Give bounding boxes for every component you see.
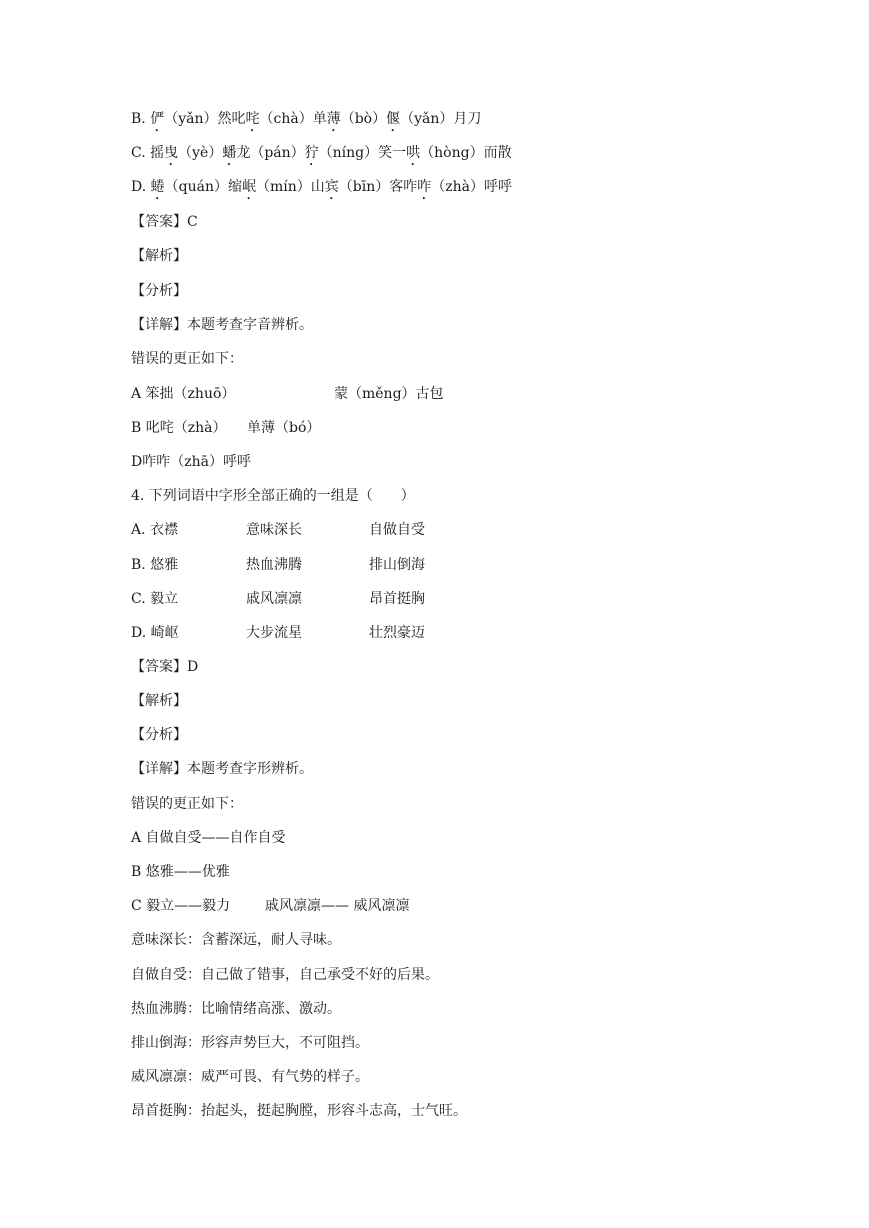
q4-correction-a: A 自做自受——自作自受	[131, 830, 286, 846]
option-label: A. 衣襟	[131, 522, 179, 538]
q3-detail: 【详解】本题考查字音辨析。	[131, 317, 313, 333]
emphasized-char: 薄	[326, 111, 341, 127]
option-word: 昂首挺胸	[369, 591, 425, 607]
text: （zhà）呼呼	[431, 179, 512, 195]
text: （níng）笑一	[318, 145, 407, 161]
option-word: 戚风凛凛	[246, 591, 302, 607]
q3-option-b	[131, 109, 481, 129]
emphasized-char: 曳	[164, 145, 179, 161]
option-word: 壮烈豪迈	[369, 625, 425, 641]
explanation-line: 昂首挺胸：抬起头，挺起胸膛，形容斗志高，士气旺。	[131, 1103, 467, 1119]
option-word: 意味深长	[246, 522, 302, 538]
emphasized-char: 偃	[386, 111, 401, 127]
q4-correction-b: B 悠雅——优雅	[131, 864, 230, 880]
correction-text: A 笨拙（zhuō）	[131, 386, 236, 402]
q4-analysis-heading: 【解析】	[131, 693, 187, 709]
text: （quán）缩	[164, 179, 242, 195]
text: （chà）单	[259, 111, 327, 127]
text: （bīn）客咋	[338, 179, 418, 195]
emphasized-char: 咋	[417, 179, 432, 195]
text: （hòng）而散	[420, 145, 512, 161]
q3-correction-title: 错误的更正如下：	[131, 351, 243, 367]
text: （yǎn）月刀	[400, 111, 482, 127]
q4-correction-title: 错误的更正如下：	[131, 796, 243, 812]
option-label: B. 悠雅	[131, 557, 179, 573]
emphasized-char: 宾	[324, 179, 339, 195]
correction-text: 蒙（měng）古包	[334, 386, 444, 402]
text: （bò）	[340, 111, 387, 127]
option-word: 热血沸腾	[246, 557, 302, 573]
emphasized-char: 哄	[406, 145, 421, 161]
option-word: 排山倒海	[369, 557, 425, 573]
explanation-line: 排山倒海：形容声势巨大，不可阻挡。	[131, 1035, 369, 1051]
q3-option-c	[131, 143, 512, 163]
text: B.	[131, 111, 151, 127]
text: D.	[131, 179, 151, 195]
text: （yè）	[178, 145, 223, 161]
emphasized-char: 蟠	[222, 145, 237, 161]
explanation-line: 热血沸腾：比喻情绪高涨、激动。	[131, 1001, 341, 1017]
explanation-line: 威风凛凛：威严可畏、有气势的样子。	[131, 1069, 369, 1085]
option-label: D. 崎岖	[131, 625, 179, 641]
emphasized-char: 岷	[241, 179, 256, 195]
emphasized-char: 蜷	[150, 179, 165, 195]
text: C. 摇	[131, 145, 165, 161]
q3-option-d	[131, 177, 512, 197]
text: （yǎn）然叱	[164, 111, 246, 127]
correction-text: C 毅立——毅力	[131, 898, 231, 914]
q3-fenxi-heading: 【分析】	[131, 283, 187, 299]
q4-stem: 4. 下列词语中字形全部正确的一组是（ ）	[131, 488, 415, 504]
q3-answer: 【答案】C	[131, 214, 198, 230]
option-label: C. 毅立	[131, 591, 179, 607]
text: （mín）山	[255, 179, 325, 195]
q3-analysis-heading: 【解析】	[131, 248, 187, 264]
correction-text: 单薄（bó）	[247, 420, 321, 436]
q4-fenxi-heading: 【分析】	[131, 727, 187, 743]
q4-detail: 【详解】本题考查字形辨析。	[131, 761, 313, 777]
correction-text: 戚风凛凛—— 威风凛凛	[265, 898, 410, 914]
q3-correction-d: D咋咋（zhā）呼呼	[131, 454, 251, 470]
emphasized-char: 咤	[245, 111, 260, 127]
emphasized-char: 狞	[304, 145, 319, 161]
explanation-line: 意味深长：含蓄深远，耐人寻味。	[131, 932, 341, 948]
text: 龙（pán）	[236, 145, 305, 161]
correction-text: B 叱咤（zhà）	[131, 420, 227, 436]
option-word: 自做自受	[369, 522, 425, 538]
option-word: 大步流星	[246, 625, 302, 641]
emphasized-char: 俨	[150, 111, 165, 127]
explanation-line: 自做自受：自己做了错事，自己承受不好的后果。	[131, 967, 439, 983]
q4-answer: 【答案】D	[131, 659, 199, 675]
